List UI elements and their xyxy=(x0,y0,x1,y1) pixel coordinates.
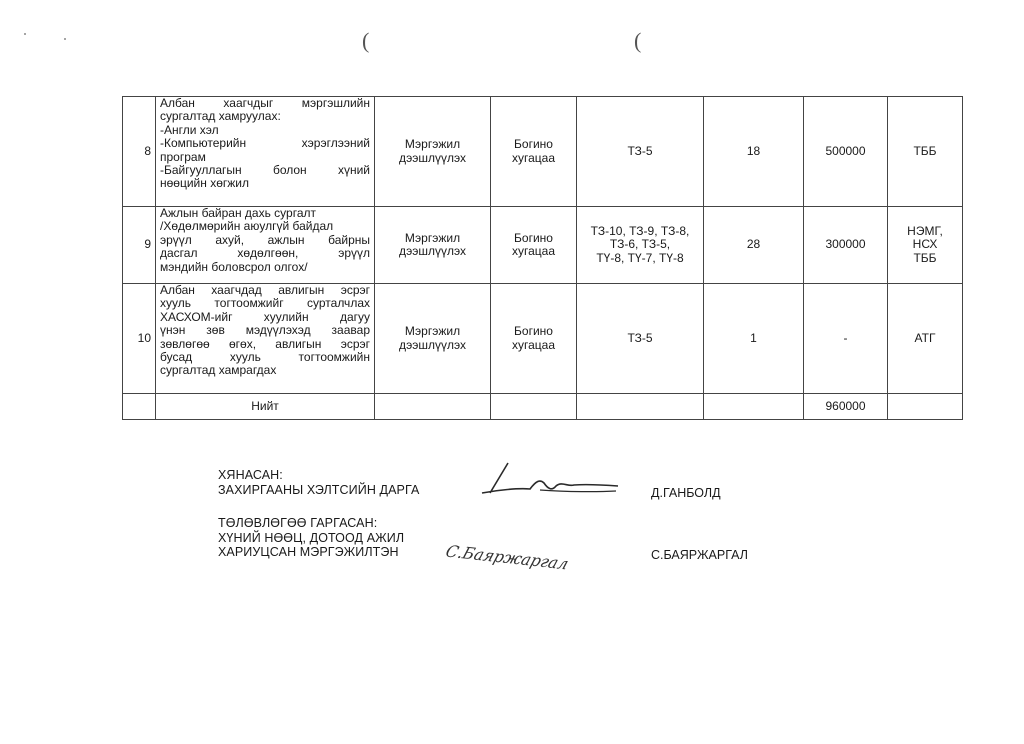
training-duration xyxy=(491,207,577,284)
participant-count: 18 xyxy=(704,97,804,207)
position-codes xyxy=(577,207,704,284)
description-line: -Байгууллагын болон хүний xyxy=(160,163,370,178)
ganbold-signature xyxy=(478,455,638,505)
responsible-org xyxy=(888,284,963,394)
row-description xyxy=(156,284,375,394)
description-line: Ажлын байран дахь сургалт xyxy=(160,206,316,220)
reviewed-position: ЗАХИРГААНЫ ХЭЛТСИЙН ДАРГА xyxy=(218,482,420,497)
position-codes xyxy=(577,97,704,207)
total-cell-empty xyxy=(888,394,963,420)
description-line: зөвлөгөө өгөх, авлигын эсрэг xyxy=(160,336,370,351)
row-number: 10 xyxy=(123,284,156,394)
budget-amount: 500000 xyxy=(804,97,888,207)
training-plan-table xyxy=(122,96,963,420)
description-line: хууль тогтоомжийг сурталчлах xyxy=(160,296,370,311)
description-line: -Компьютерийн хэрэглээний xyxy=(160,136,370,151)
responsible-line: НЭМГ, xyxy=(907,223,943,238)
responsible-org xyxy=(888,207,963,284)
budget-amount: 300000 xyxy=(804,207,888,284)
description-line: эрүүл ахуй, ажлын байрны xyxy=(160,232,370,247)
type-line: дээшлүүлэх xyxy=(398,150,466,165)
description-line: сургалтад хамруулах: xyxy=(160,109,281,124)
responsible-line: АТГ xyxy=(914,330,936,345)
duration-line: Богино xyxy=(514,137,553,152)
description-line: үнэн зөв мэдүүлэхэд заавар xyxy=(160,323,370,338)
duration-line: хугацаа xyxy=(511,337,555,352)
prepared-label: ТӨЛӨВЛӨГӨӨ ГАРГАСАН: xyxy=(218,516,378,530)
table-row xyxy=(123,97,963,207)
position-line: ТЗ-6, ТЗ-5, xyxy=(609,237,671,252)
table-row xyxy=(123,207,963,284)
type-line: дээшлүүлэх xyxy=(398,337,466,352)
total-cell-empty xyxy=(577,394,704,420)
duration-line: Богино xyxy=(514,230,553,245)
description-line: нөөцийн хөгжил xyxy=(160,176,249,191)
duration-line: хугацаа xyxy=(511,150,555,165)
type-line: Мэргэжил xyxy=(404,137,461,152)
description-line: -Англи хэл xyxy=(160,122,219,137)
row-description xyxy=(156,97,375,207)
total-cell-empty xyxy=(123,394,156,420)
training-duration xyxy=(491,284,577,394)
preparer-name: С.БАЯРЖАРГАЛ xyxy=(651,548,748,562)
description-line: Албан хаагчдыг мэргэшлийн xyxy=(160,96,370,110)
description-line: /Хөдөлмөрийн аюулгүй байдал xyxy=(160,219,334,234)
total-budget: 960000 xyxy=(804,394,888,420)
position-line: ТҮ-8, ТҮ-7, ТҮ-8 xyxy=(596,250,684,265)
training-duration xyxy=(491,97,577,207)
scan-speck xyxy=(64,38,66,40)
description-line: сургалтад хамрагдах xyxy=(160,363,277,378)
scan-speck xyxy=(24,33,26,35)
participant-count: 28 xyxy=(704,207,804,284)
description-line: ХАСХОМ-ийг хуулийн дагуу xyxy=(160,309,370,324)
total-cell-empty xyxy=(491,394,577,420)
duration-line: Богино xyxy=(514,324,553,339)
responsible-org xyxy=(888,97,963,207)
bayarjargal-signature xyxy=(442,540,602,580)
row-number: 8 xyxy=(123,97,156,207)
position-line: ТЗ-5 xyxy=(627,143,653,158)
prepared-position-1: ХҮНИЙ НӨӨЦ, ДОТООД АЖИЛ xyxy=(218,530,405,545)
scan-mark-right: ( xyxy=(634,28,642,53)
description-line: мэндийн боловсрол олгох/ xyxy=(160,259,308,274)
position-line: ТЗ-10, ТЗ-9, ТЗ-8, xyxy=(590,223,690,238)
reviewed-title xyxy=(218,468,419,497)
position-line: ТЗ-5 xyxy=(627,330,653,345)
responsible-line: ТББ xyxy=(913,143,937,158)
duration-line: хугацаа xyxy=(511,244,555,258)
total-label: Нийт xyxy=(156,394,375,420)
reviewer-name: Д.ГАНБОЛД xyxy=(651,486,721,500)
type-line: дээшлүүлэх xyxy=(398,244,466,258)
reviewed-label: ХЯНАСАН: xyxy=(218,468,283,482)
total-row xyxy=(123,394,963,420)
prepared-position-2: ХАРИУЦСАН МЭРГЭЖИЛТЭН xyxy=(218,545,399,559)
prepared-title xyxy=(218,516,404,560)
participant-count: 1 xyxy=(704,284,804,394)
description-line: програм xyxy=(160,149,206,164)
position-codes xyxy=(577,284,704,394)
description-line: Албан хаагчдад авлигын эсрэг xyxy=(160,283,370,297)
scan-mark-left: ( xyxy=(362,28,370,53)
row-description xyxy=(156,207,375,284)
training-type xyxy=(375,207,491,284)
row-number: 9 xyxy=(123,207,156,284)
description-line: дасгал хөдөлгөөн, эрүүл xyxy=(160,246,370,261)
training-type xyxy=(375,284,491,394)
table-row xyxy=(123,284,963,394)
total-cell-empty xyxy=(375,394,491,420)
budget-amount: - xyxy=(804,284,888,394)
responsible-line: ТББ xyxy=(913,250,937,265)
type-line: Мэргэжил xyxy=(404,230,461,245)
training-type xyxy=(375,97,491,207)
total-cell-empty xyxy=(704,394,804,420)
responsible-line: НСХ xyxy=(912,237,938,252)
svg-text:С.Баяржаргал: С.Баяржаргал xyxy=(443,541,571,574)
type-line: Мэргэжил xyxy=(404,324,461,339)
description-line: бусад хууль тогтоомжийн xyxy=(160,350,370,365)
